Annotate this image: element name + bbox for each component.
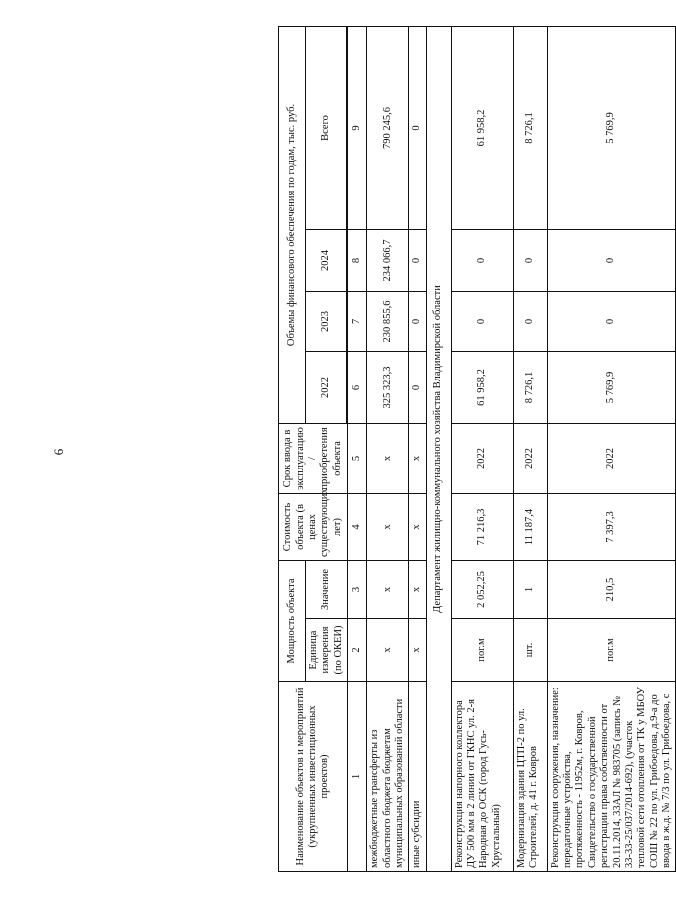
- row-2024: 0: [409, 230, 426, 292]
- header-term: Срок ввода в эксплуатацию / приобретения объекта: [279, 424, 348, 494]
- object-name: Реконструкция напорного коллектора ДУ 500 мм в 2 линии от ГКНС ул. 2-я Народная до ОСК (город Гусь-Хрустальный): [451, 682, 513, 872]
- col-number: 8: [348, 230, 367, 292]
- row-cost: х: [367, 494, 409, 561]
- object-2022: 5 769,9: [547, 352, 676, 424]
- object-value: 1: [513, 561, 547, 619]
- header-value: Значение: [306, 561, 348, 619]
- rotated-table-wrapper: [278, 27, 672, 872]
- header-capacity: Мощность объекта: [279, 561, 306, 682]
- object-row: [547, 27, 676, 872]
- row-unit: х: [367, 619, 409, 682]
- col-number: 4: [348, 494, 367, 561]
- object-2023: 0: [513, 292, 547, 352]
- object-2024: 0: [451, 230, 513, 292]
- object-value: 2 052,25: [451, 561, 513, 619]
- header-funding: Объемы финансового обеспечения по годам, тыс. руб.: [279, 27, 306, 424]
- object-total: 5 769,9: [547, 27, 676, 230]
- row-total: 0: [409, 27, 426, 230]
- investment-table: [278, 26, 676, 872]
- object-unit: пог.м: [547, 619, 676, 682]
- object-value: 210,5: [547, 561, 676, 619]
- object-total: 61 958,2: [451, 27, 513, 230]
- row-2022: 0: [409, 352, 426, 424]
- table-row: [367, 27, 409, 872]
- row-cost: х: [409, 494, 426, 561]
- row-term: х: [409, 424, 426, 494]
- col-number: 5: [348, 424, 367, 494]
- row-term: х: [367, 424, 409, 494]
- table-row: [409, 27, 426, 872]
- object-row: [513, 27, 547, 872]
- row-2023: 230 855,6: [367, 292, 409, 352]
- header-year-2024: 2024: [306, 230, 347, 292]
- row-value: х: [409, 561, 426, 619]
- object-unit: пог.м: [451, 619, 513, 682]
- col-number: 3: [348, 561, 367, 619]
- object-2023: 0: [547, 292, 676, 352]
- row-2023: 0: [409, 292, 426, 352]
- object-cost: 71 216,3: [451, 494, 513, 561]
- header-year-2022: 2022: [306, 352, 347, 424]
- row-2024: 234 066,7: [367, 230, 409, 292]
- object-total: 8 726,1: [513, 27, 547, 230]
- page-number: 6: [51, 448, 66, 456]
- row-name: иные субсидии: [409, 682, 426, 872]
- col-number: 7: [348, 292, 367, 352]
- object-row: [451, 27, 513, 872]
- object-2022: 8 726,1: [513, 352, 547, 424]
- object-term: 2022: [513, 424, 547, 494]
- object-cost: 11 187,4: [513, 494, 547, 561]
- object-name: Модернизация здания ЦТП-2 по ул. Строителей, д. 41 г. Ковров: [513, 682, 547, 872]
- col-number: 2: [348, 619, 367, 682]
- object-cost: 7 397,3: [547, 494, 676, 561]
- object-2024: 0: [513, 230, 547, 292]
- object-2022: 61 958,2: [451, 352, 513, 424]
- header-year-2023: 2023: [306, 292, 347, 352]
- object-term: 2022: [451, 424, 513, 494]
- header-cost: Стоимость объекта (в ценах существующих лет): [279, 494, 348, 561]
- department-heading: Департамент жилищно-коммунального хозяйства Владимирской области: [426, 27, 451, 872]
- col-number: 1: [348, 682, 367, 872]
- row-total: 790 245,6: [367, 27, 409, 230]
- row-value: х: [367, 561, 409, 619]
- col-number: 9: [348, 27, 367, 230]
- col-number: 6: [348, 352, 367, 424]
- row-unit: х: [409, 619, 426, 682]
- object-2023: 0: [451, 292, 513, 352]
- object-name: Реконструкция сооружения, назначение: передаточные устройства, протяженность - 11952м, г. Ковров, Свидетельство о государственной регистрации права собственности от 20.11.2014, 33АЛ № 983705 (запись № 33-33-25/037/2014-692), (участок тепловой сети отопления от ТК у МБОУ СОШ № 22 по ул. Грибоедова, д.9-а до ввода в ж.д. № 7/3 по ул. Грибоедова, с: [547, 682, 676, 872]
- object-2024: 0: [547, 230, 676, 292]
- object-unit: шт.: [513, 619, 547, 682]
- object-term: 2022: [547, 424, 676, 494]
- header-name: Наименование объектов и мероприятий (укрупненных инвестиционных проектов): [279, 682, 348, 872]
- header-total: Всего: [306, 27, 347, 230]
- row-2022: 325 323,3: [367, 352, 409, 424]
- header-unit: Единица измерения (по ОКЕИ): [306, 619, 348, 682]
- row-name: межбюджетные трансферты из областного бюджета бюджетам муниципальных образований области: [367, 682, 409, 872]
